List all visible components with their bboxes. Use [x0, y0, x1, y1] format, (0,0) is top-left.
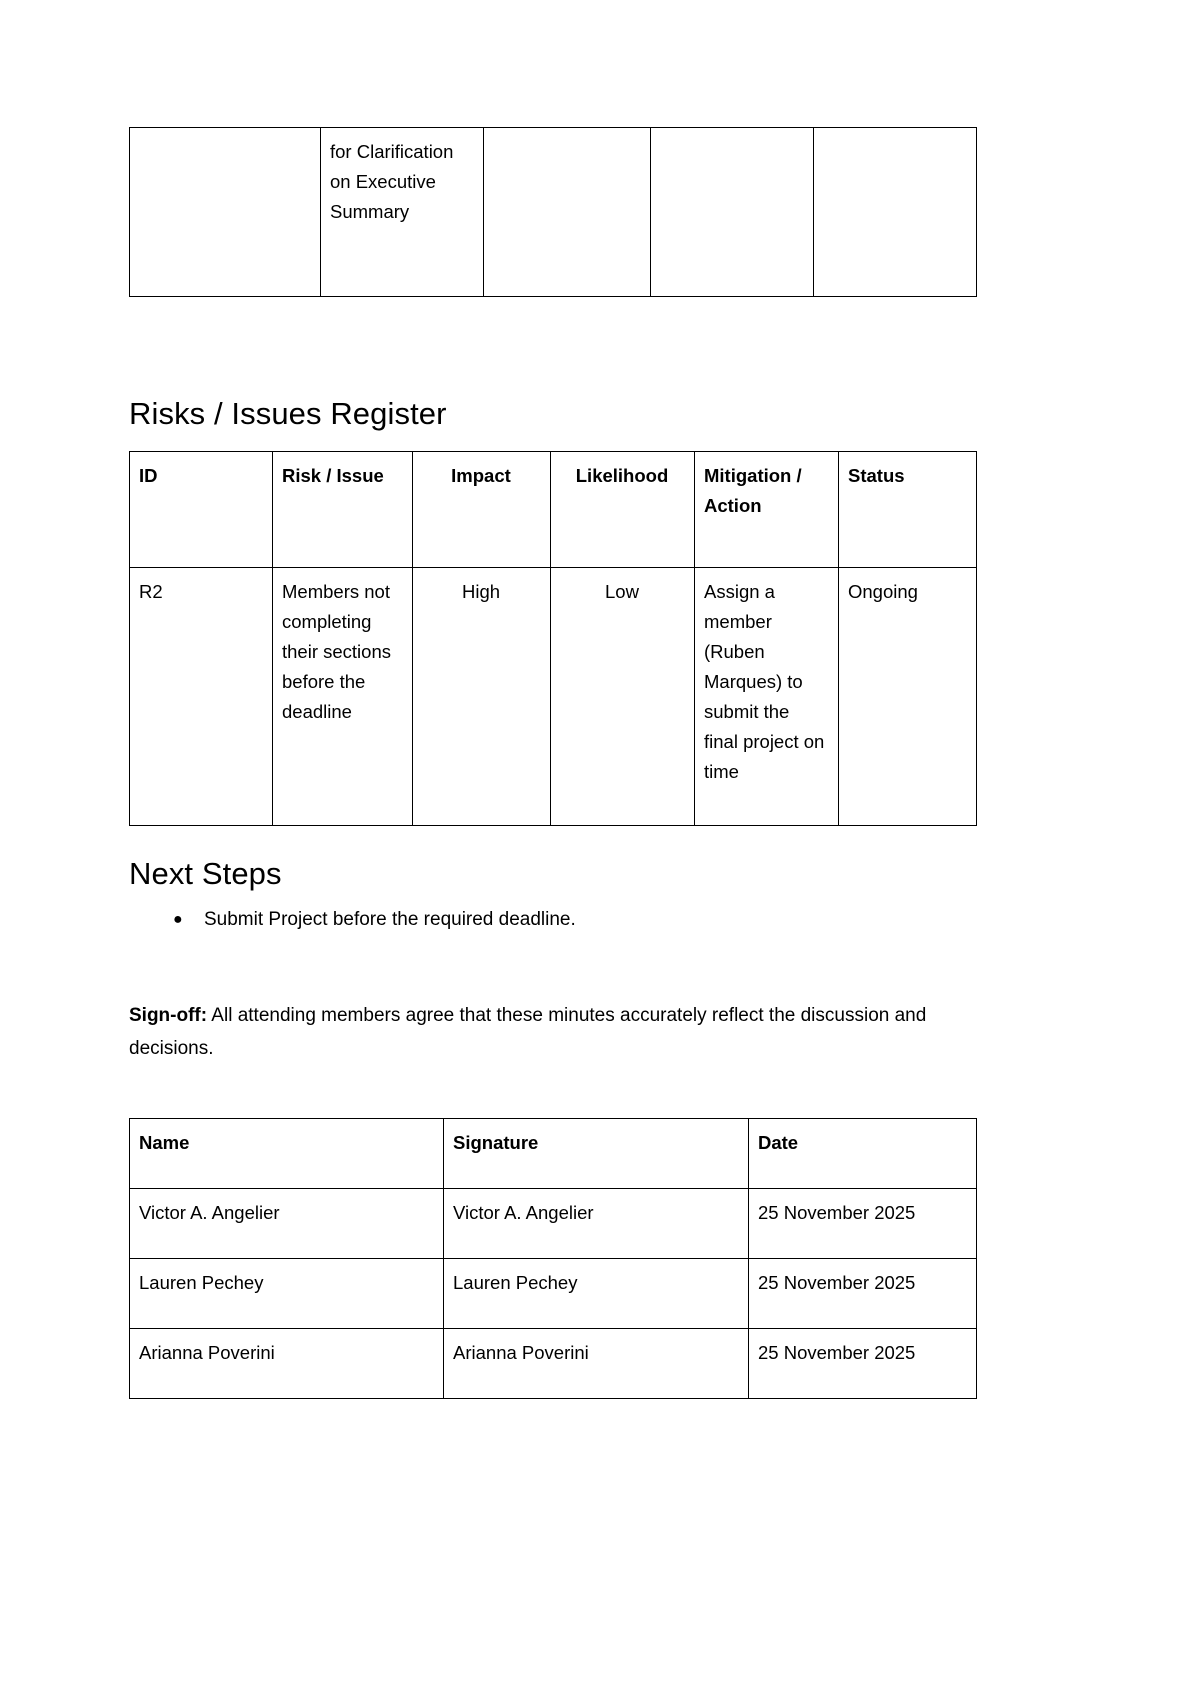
- risk-col-header-id: ID: [130, 452, 273, 568]
- signoff-text: All attending members agree that these minutes accurately reflect the discussion and decisions.: [129, 1005, 927, 1059]
- continued-action-table: [129, 127, 977, 297]
- risk-cell-id: R2: [130, 567, 273, 825]
- next-steps-item-text: Submit Project before the required deadline.: [204, 909, 576, 930]
- risk-cell-mitigation-action: Assign a member (Ruben Marques) to submit the final project on time: [695, 567, 839, 825]
- table-row: [130, 1188, 977, 1258]
- signature-table: [129, 1118, 977, 1399]
- signoff-label: Sign-off:: [129, 1005, 208, 1026]
- bullet-icon: ●: [173, 911, 183, 928]
- signature-col-header-signature: Signature: [444, 1119, 749, 1189]
- signature-cell-name: Arianna Poverini: [130, 1328, 444, 1398]
- risk-cell-status: Ongoing: [839, 567, 977, 825]
- signature-cell-signature: Victor A. Angelier: [444, 1188, 749, 1258]
- table-header-row: [130, 1119, 977, 1189]
- table-row: [130, 1328, 977, 1398]
- fragment-cell-1: [130, 128, 321, 297]
- fragment-cell-4: [651, 128, 814, 297]
- signature-cell-date: 25 November 2025: [749, 1258, 977, 1328]
- table-row: [130, 128, 977, 297]
- signature-cell-name: Victor A. Angelier: [130, 1188, 444, 1258]
- risk-col-header-status: Status: [839, 452, 977, 568]
- signature-cell-signature: Arianna Poverini: [444, 1328, 749, 1398]
- signature-col-header-date: Date: [749, 1119, 977, 1189]
- table-header-row: [130, 452, 977, 568]
- signature-cell-signature: Lauren Pechey: [444, 1258, 749, 1328]
- risk-col-header-mitigation-action: Mitigation / Action: [695, 452, 839, 568]
- risk-cell-impact: High: [413, 567, 551, 825]
- signoff-paragraph: [129, 1000, 947, 1065]
- signature-cell-name: Lauren Pechey: [130, 1258, 444, 1328]
- signature-cell-date: 25 November 2025: [749, 1328, 977, 1398]
- risk-cell-risk-issue: Members not completing their sections before the deadline: [273, 567, 413, 825]
- risk-cell-likelihood: Low: [551, 567, 695, 825]
- next-steps-heading: Next Steps: [129, 856, 282, 891]
- fragment-cell-2: for Clarification on Executive Summary: [321, 128, 484, 297]
- list-item: [173, 905, 576, 935]
- risks-issues-register-table: [129, 451, 977, 826]
- risks-issues-register-heading: Risks / Issues Register: [129, 396, 447, 431]
- next-steps-list: [129, 905, 576, 935]
- signature-cell-date: 25 November 2025: [749, 1188, 977, 1258]
- risk-col-header-likelihood: Likelihood: [551, 452, 695, 568]
- risk-col-header-risk-issue: Risk / Issue: [273, 452, 413, 568]
- signature-col-header-name: Name: [130, 1119, 444, 1189]
- fragment-cell-3: [484, 128, 651, 297]
- fragment-cell-5: [814, 128, 977, 297]
- table-row: [130, 1258, 977, 1328]
- table-row: [130, 567, 977, 825]
- risk-col-header-impact: Impact: [413, 452, 551, 568]
